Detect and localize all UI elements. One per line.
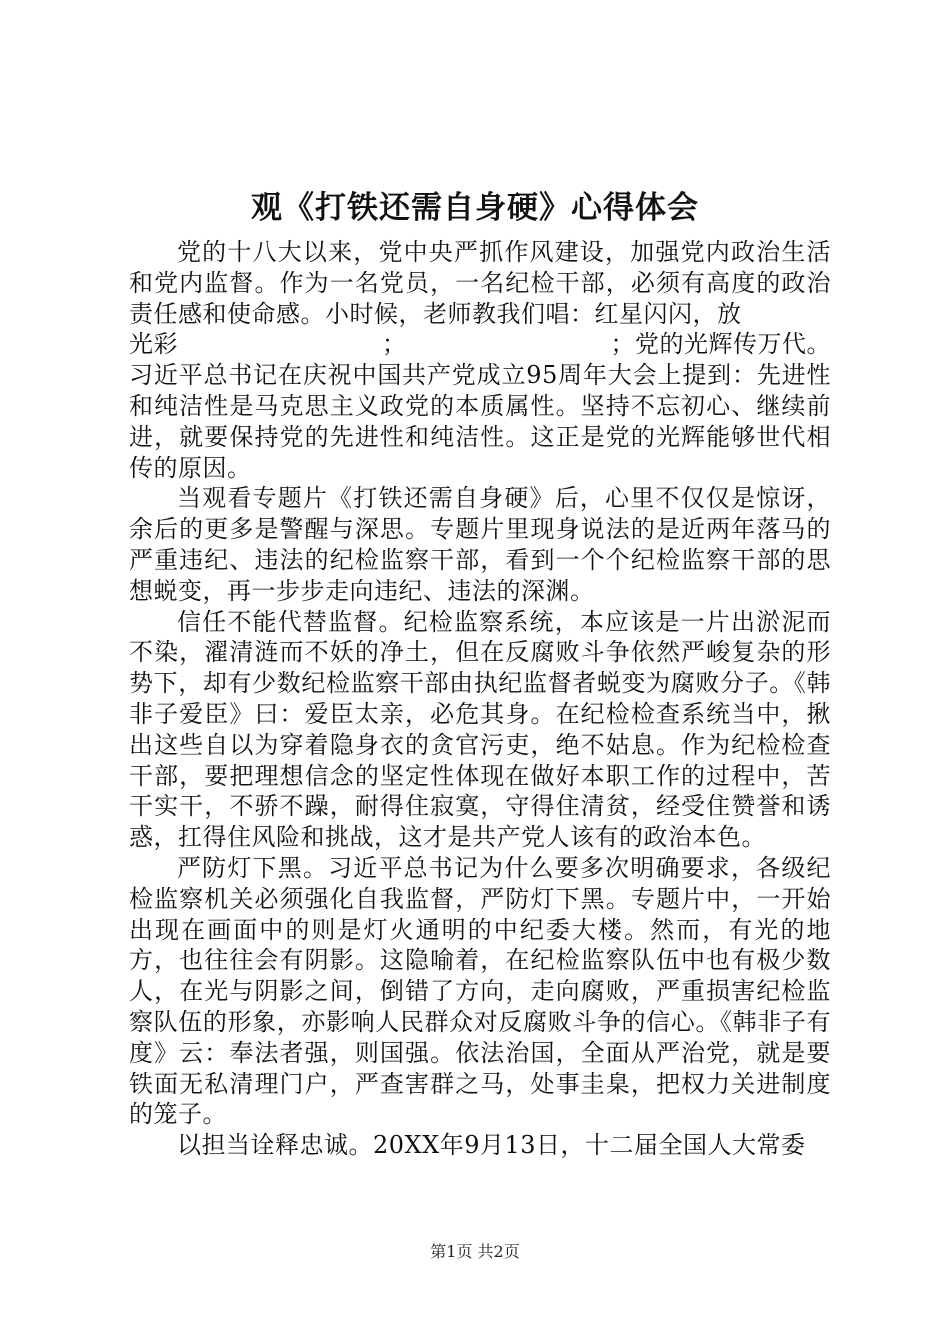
paragraph-1-spaced-line	[129, 329, 831, 360]
document-title: 观《打铁还需自身硬》心得体会	[251, 190, 699, 226]
document-body	[129, 237, 831, 1161]
paragraph-1-continued: 习近平总书记在庆祝中国共产党成立95周年大会上提到：先进性和纯洁性是马克思主义政党的本质属性。坚持不忘初心、继续前进，就要保持党的先进性和纯洁性。这正是党的光辉能够世代相传的原因。	[129, 361, 831, 482]
paragraph-1: 党的十八大以来，党中央严抓作风建设，加强党内政治生活和党内监督。作为一名党员，一名纪检干部，必须有高度的政治责任感和使命感。小时候，老师教我们唱：红星闪闪，放	[129, 238, 831, 328]
paragraph-5: 以担当诠释忠诚。20XX年9月13日，十二届全国人大常委	[177, 1131, 806, 1160]
paragraph-2: 当观看专题片《打铁还需自身硬》后，心里不仅仅是惊讶，余后的更多是警醒与深思。专题片里现身说法的是近两年落马的严重违纪、违法的纪检监察干部，看到一个个纪检监察干部的思想蜕变，再一步步走向违纪、违法的深渊。	[129, 484, 831, 605]
paragraph-1-line-mid: ；	[382, 330, 407, 359]
paragraph-1-line-end: ；党的光辉传万代。	[610, 330, 831, 359]
paragraph-4: 严防灯下黑。习近平总书记为什么要多次明确要求，各级纪检监察机关必须强化自我监督，严防灯下黑。专题片中，一开始出现在画面中的则是灯火通明的中纪委大楼。然而，有光的地方，也往往会有阴影。这隐喻着，在纪检监察队伍中也有极少数人，在光与阴影之间，倒错了方向，走向腐败，严重损害纪检监察队伍的形象，亦影响人民群众对反腐败斗争的信心。《韩非子有度》云：奉法者强，则国强。依法治国，全面从严治党，就是要铁面无私清理门户，严查害群之马，处事圭臬，把权力关进制度的笼子。	[129, 853, 831, 1129]
paragraph-1-line-start: 光彩	[129, 330, 178, 359]
page-footer: 第1页 共2页	[430, 1242, 520, 1261]
paragraph-3: 信任不能代替监督。纪检监察系统，本应该是一片出淤泥而不染，濯清涟而不妖的净土，但在反腐败斗争依然严峻复杂的形势下，却有少数纪检监察干部由执纪监督者蜕变为腐败分子。《韩非子爱臣》曰：爱臣太亲，必危其身。在纪检检查系统当中，揪出这些自以为穿着隐身衣的贪官污吏，绝不姑息。作为纪检检查干部，要把理想信念的坚定性体现在做好本职工作的过程中，苦干实干，不骄不躁，耐得住寂寞，守得住清贫，经受住赞誉和诱惑，扛得住风险和挑战，这才是共产党人该有的政治本色。	[129, 607, 831, 852]
